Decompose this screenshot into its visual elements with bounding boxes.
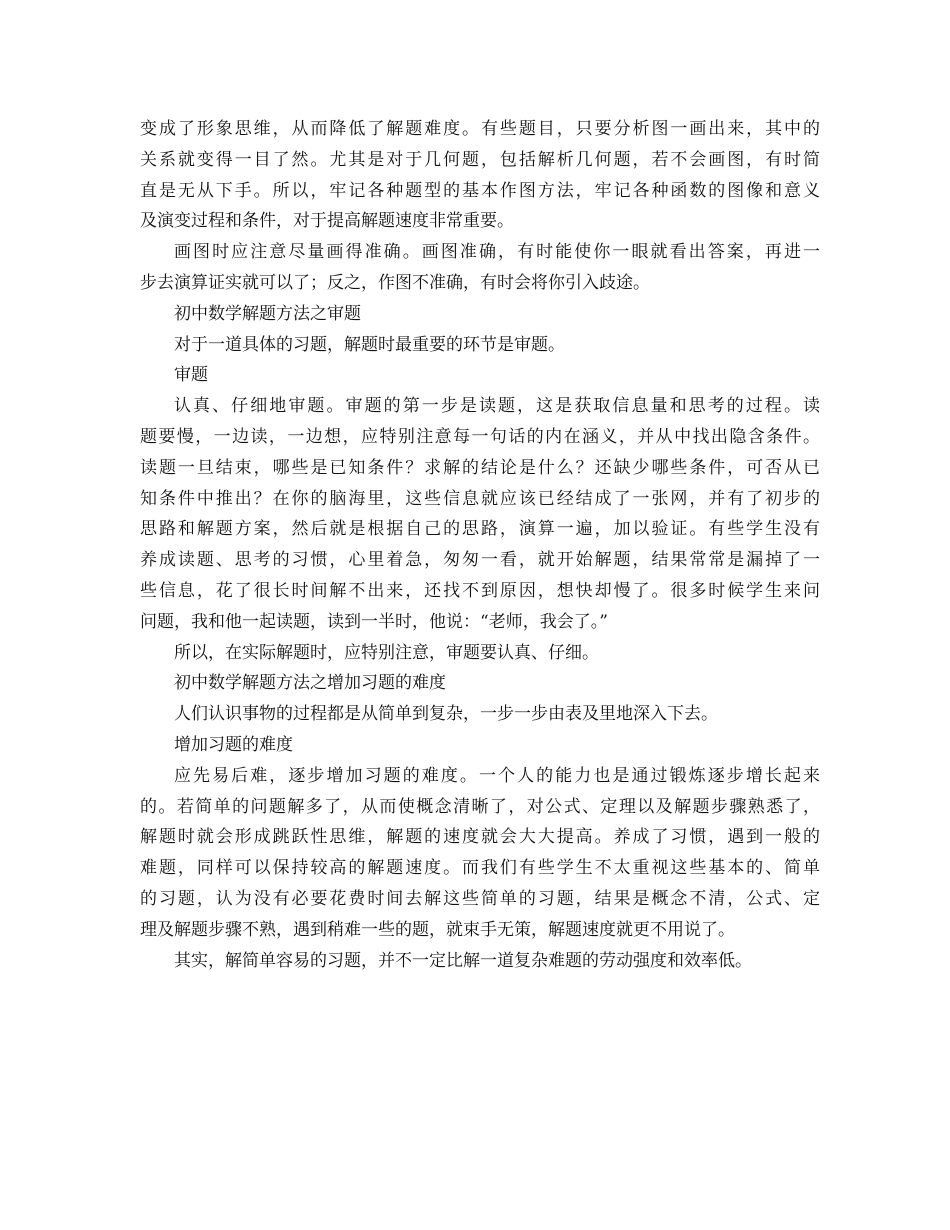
text-line: 步去演算证实就可以了；反之，作图不准确，有时会将你引入歧途。 <box>140 272 650 293</box>
text-line: 及演变过程和条件，对于提高解题速度非常重要。 <box>140 211 514 232</box>
text-line: 增加习题的难度 <box>174 734 293 755</box>
text-line: 初中数学解题方法之增加习题的难度 <box>174 673 446 694</box>
text-line: 认真、仔细地审题。审题的第一步是读题，这是获取信息量和思考的过程。读 <box>174 396 820 417</box>
text-line: 对于一道具体的习题，解题时最重要的环节是审题。 <box>174 334 565 355</box>
text-line: 题要慢，一边读，一边想，应特别注意每一句话的内在涵义，并从中找出隐含条件。 <box>140 426 820 447</box>
text-line: 解题时就会形成跳跃性思维，解题的速度就会大大提高。养成了习惯，遇到一般的 <box>140 827 820 848</box>
text-line: 画图时应注意尽量画得准确。画图准确，有时能使你一眼就看出答案，再进一 <box>174 242 820 263</box>
text-line: 关系就变得一目了然。尤其是对于几何题，包括解析几何题，若不会画图，有时简 <box>140 149 820 170</box>
text-line: 的习题，认为没有必要花费时间去解这些简单的习题，结果是概念不清，公式、定 <box>140 888 820 909</box>
text-line: 的。若简单的问题解多了，从而使概念清晰了，对公式、定理以及解题步骤熟悉了， <box>140 796 820 817</box>
text-line: 问题，我和他一起读题，读到一半时，他说：“老师，我会了。” <box>140 611 608 632</box>
text-line: 思路和解题方案，然后就是根据自己的思路，演算一遍，加以验证。有些学生没有 <box>140 519 820 540</box>
text-line: 些信息，花了很长时间解不出来，还找不到原因，想快却慢了。很多时候学生来问 <box>140 580 820 601</box>
text-line: 其实，解简单容易的习题，并不一定比解一道复杂难题的劳动强度和效率低。 <box>174 950 752 971</box>
text-line: 应先易后难，逐步增加习题的难度。一个人的能力也是通过锻炼逐步增长起来 <box>174 765 820 786</box>
text-line: 人们认识事物的过程都是从简单到复杂，一步一步由表及里地深入下去。 <box>174 704 718 725</box>
text-line: 直是无从下手。所以，牢记各种题型的基本作图方法，牢记各种函数的图像和意义 <box>140 180 820 201</box>
text-line: 养成读题、思考的习惯，心里着急，匆匆一看，就开始解题，结果常常是漏掉了一 <box>140 550 820 571</box>
text-line: 读题一旦结束，哪些是已知条件？求解的结论是什么？还缺少哪些条件，可否从已 <box>140 457 820 478</box>
text-line: 初中数学解题方法之审题 <box>174 303 361 324</box>
document-body <box>140 114 820 976</box>
text-line: 审题 <box>174 365 208 386</box>
text-line: 所以，在实际解题时，应特别注意，审题要认真、仔细。 <box>174 642 599 663</box>
text-line: 难题，同样可以保持较高的解题速度。而我们有些学生不太重视这些基本的、简单 <box>140 858 820 879</box>
text-line: 变成了形象思维，从而降低了解题难度。有些题目，只要分析图一画出来，其中的 <box>140 119 820 139</box>
text-line: 知条件中推出？在你的脑海里，这些信息就应该已经结成了一张网，并有了初步的 <box>140 488 820 509</box>
text-line: 理及解题步骤不熟，遇到稍难一些的题，就束手无策，解题速度就更不用说了。 <box>140 919 735 940</box>
